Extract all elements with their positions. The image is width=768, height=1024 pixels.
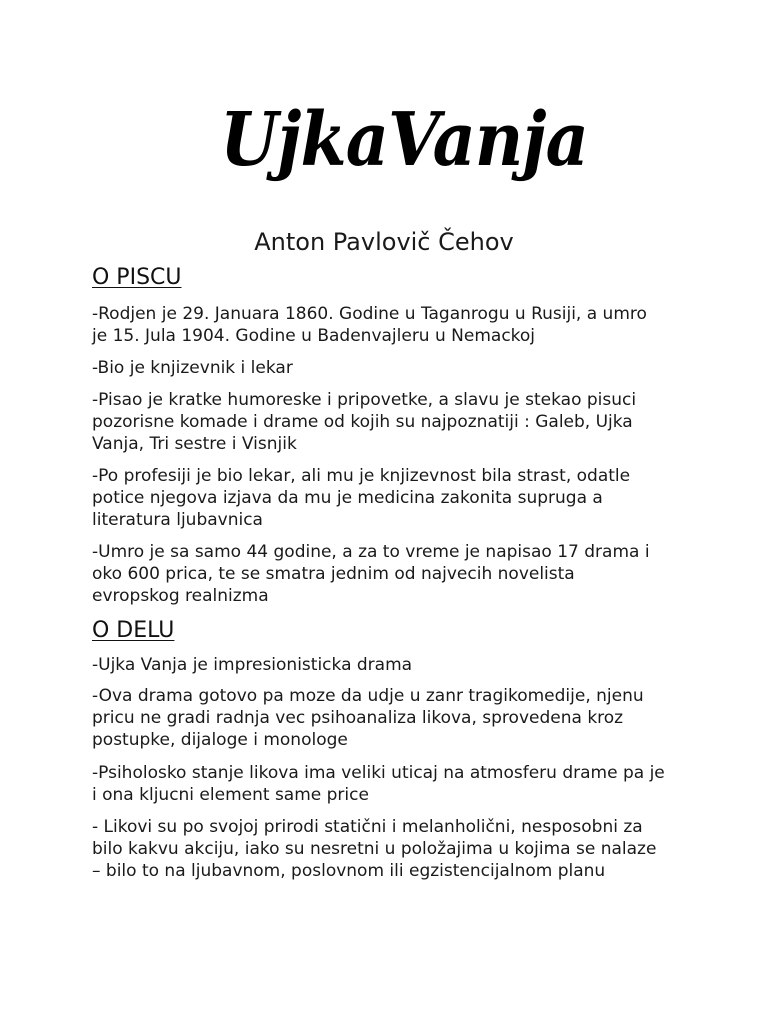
paragraph-line: je 15. Jula 1904. Godine u Badenvajleru u Nemackoj: [92, 326, 536, 346]
paragraph-tragicomedy: [92, 685, 692, 751]
paragraph-line: -Bio je knjizevnik i lekar: [92, 358, 293, 378]
paragraph-line: pricu ne gradi radnja vec psihoanaliza likova, sprovedena kroz: [92, 708, 624, 728]
paragraph-line: -Pisao je kratke humoreske i pripovetke, a slavu je stekao pisuci: [92, 390, 637, 410]
paragraph-line: -Umro je sa samo 44 godine, a za to vreme je napisao 17 drama i: [92, 542, 650, 562]
paragraph-genre: [92, 654, 692, 676]
paragraph-line: – bilo to na ljubavnom, poslovnom ili egzistencijalnom planu: [92, 861, 606, 881]
paragraph-line: - Likovi su po svojoj prirodi statični i melanholični, nesposobni za: [92, 817, 643, 837]
paragraph-profession: [92, 357, 692, 379]
paragraph-line: potice njegova izjava da mu je medicina zakonita supruga a: [92, 488, 603, 508]
paragraph-line: -Ova drama gotovo pa moze da udje u zanr tragikomedije, njenu: [92, 686, 644, 706]
paragraph-legacy: [92, 541, 692, 607]
document-title: UjkaVanja: [220, 97, 588, 183]
paragraph-medicine-literature: [92, 465, 692, 531]
paragraph-line: -Psiholosko stanje likova ima veliki uticaj na atmosferu drame pa je: [92, 763, 665, 783]
paragraph-characters: [92, 816, 692, 882]
paragraph-line: literatura ljubavnica: [92, 510, 263, 530]
paragraph-line: pozorisne komade i drame od kojih su najpoznatiji : Galeb, Ujka: [92, 412, 633, 432]
paragraph-birth-death: [92, 303, 692, 347]
paragraph-works: [92, 389, 692, 455]
paragraph-line: postupke, dijaloge i monologe: [92, 730, 348, 750]
paragraph-line: i ona kljucni element same price: [92, 785, 369, 805]
paragraph-line: -Ujka Vanja je impresionisticka drama: [92, 655, 413, 675]
author-name: Anton Pavlovič Čehov: [254, 228, 514, 256]
paragraph-line: bilo kakvu akciju, iako su nesretni u položajima u kojima se nalaze: [92, 839, 657, 859]
section-heading-o-piscu: O PISCU: [92, 265, 182, 290]
paragraph-line: Vanja, Tri sestre i Visnjik: [92, 434, 297, 454]
paragraph-line: -Rodjen je 29. Januara 1860. Godine u Taganrogu u Rusiji, a umro: [92, 304, 647, 324]
paragraph-line: -Po profesiji je bio lekar, ali mu je knjizevnost bila strast, odatle: [92, 466, 631, 486]
paragraph-line: oko 600 prica, te se smatra jednim od najvecih novelista: [92, 564, 575, 584]
paragraph-psychology: [92, 762, 692, 806]
section-heading-o-delu: O DELU: [92, 618, 175, 643]
paragraph-line: evropskog realnizma: [92, 586, 269, 606]
